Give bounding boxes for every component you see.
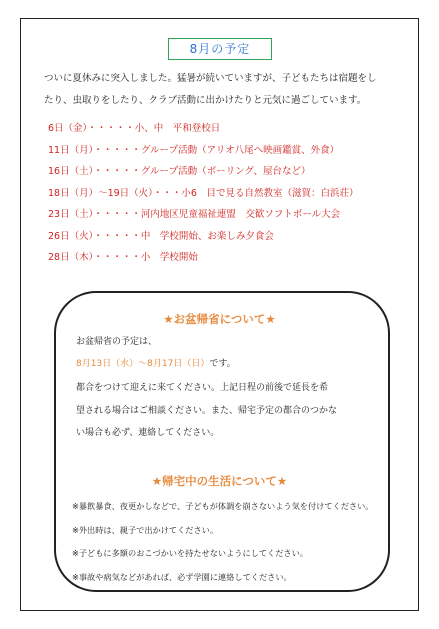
home-note: ※子どもに多額のおこづかいを持たせないようにしてください。	[72, 548, 308, 558]
schedule-item: 28日（木）・・・・・小 学校開始	[48, 252, 198, 263]
home-note: ※事故や病気などがあれば、必ず学園に連絡してください。	[72, 571, 292, 582]
schedule-item: 26日（火）・・・・・中 学校開始、お楽しみ夕食会	[48, 230, 274, 242]
obon-dates: 8月13日（水）～8月17日（日）	[76, 359, 210, 369]
schedule-item: 18日（月）～19日（火）・・・小6 目で見る自然教室（滋賀：白浜荘）	[48, 187, 359, 199]
home-heading: ★帰宅中の生活について★	[151, 474, 288, 488]
obon-paragraph-line: 都合をつけて迎えに来てください。上記日程の前後で延長を希	[76, 383, 329, 393]
home-note: ※暴飲暴食、夜更かしなどで、子どもが体調を崩さないよう気を付けてください。	[72, 501, 374, 511]
obon-heading: ★お盆帰省について★	[163, 312, 276, 326]
obon-dates-line	[76, 356, 396, 369]
schedule-item: 11日（月）・・・・・グループ活動（アリオ八尾へ映画鑑賞、外食）	[48, 144, 340, 156]
page-title: 8月の予定	[168, 38, 272, 60]
obon-paragraph	[76, 377, 386, 445]
home-note: ※外出時は、親子で出かけてください。	[72, 524, 219, 535]
schedule-list	[48, 118, 408, 269]
obon-paragraph-line: 望される場合はご相談ください。また、帰宅予定の都合のつかな	[76, 405, 338, 416]
intro-line: ついに夏休みに突入しました。猛暑が続いていますが、子どもたちは宿題をし	[44, 73, 377, 84]
schedule-item: 6日（金）・・・・・小、中 平和登校日	[48, 123, 221, 134]
schedule-item: 23日（土）・・・・・河内地区児童福祉連盟 交歓ソフトボール大会	[48, 209, 341, 220]
obon-lead: お盆帰省の予定は、	[76, 337, 158, 347]
intro-paragraph	[44, 68, 394, 112]
obon-dates-suffix: です。	[209, 359, 236, 369]
intro-line: たり、虫取りをしたり、クラブ活動に出かけたりと元気に過ごしています。	[44, 95, 367, 106]
schedule-item: 16日（土）・・・・・グループ活動（ボーリング、屋台など）	[48, 166, 311, 177]
home-notes	[72, 498, 392, 592]
obon-paragraph-line: い場合も必ず、連絡してください。	[76, 428, 220, 438]
